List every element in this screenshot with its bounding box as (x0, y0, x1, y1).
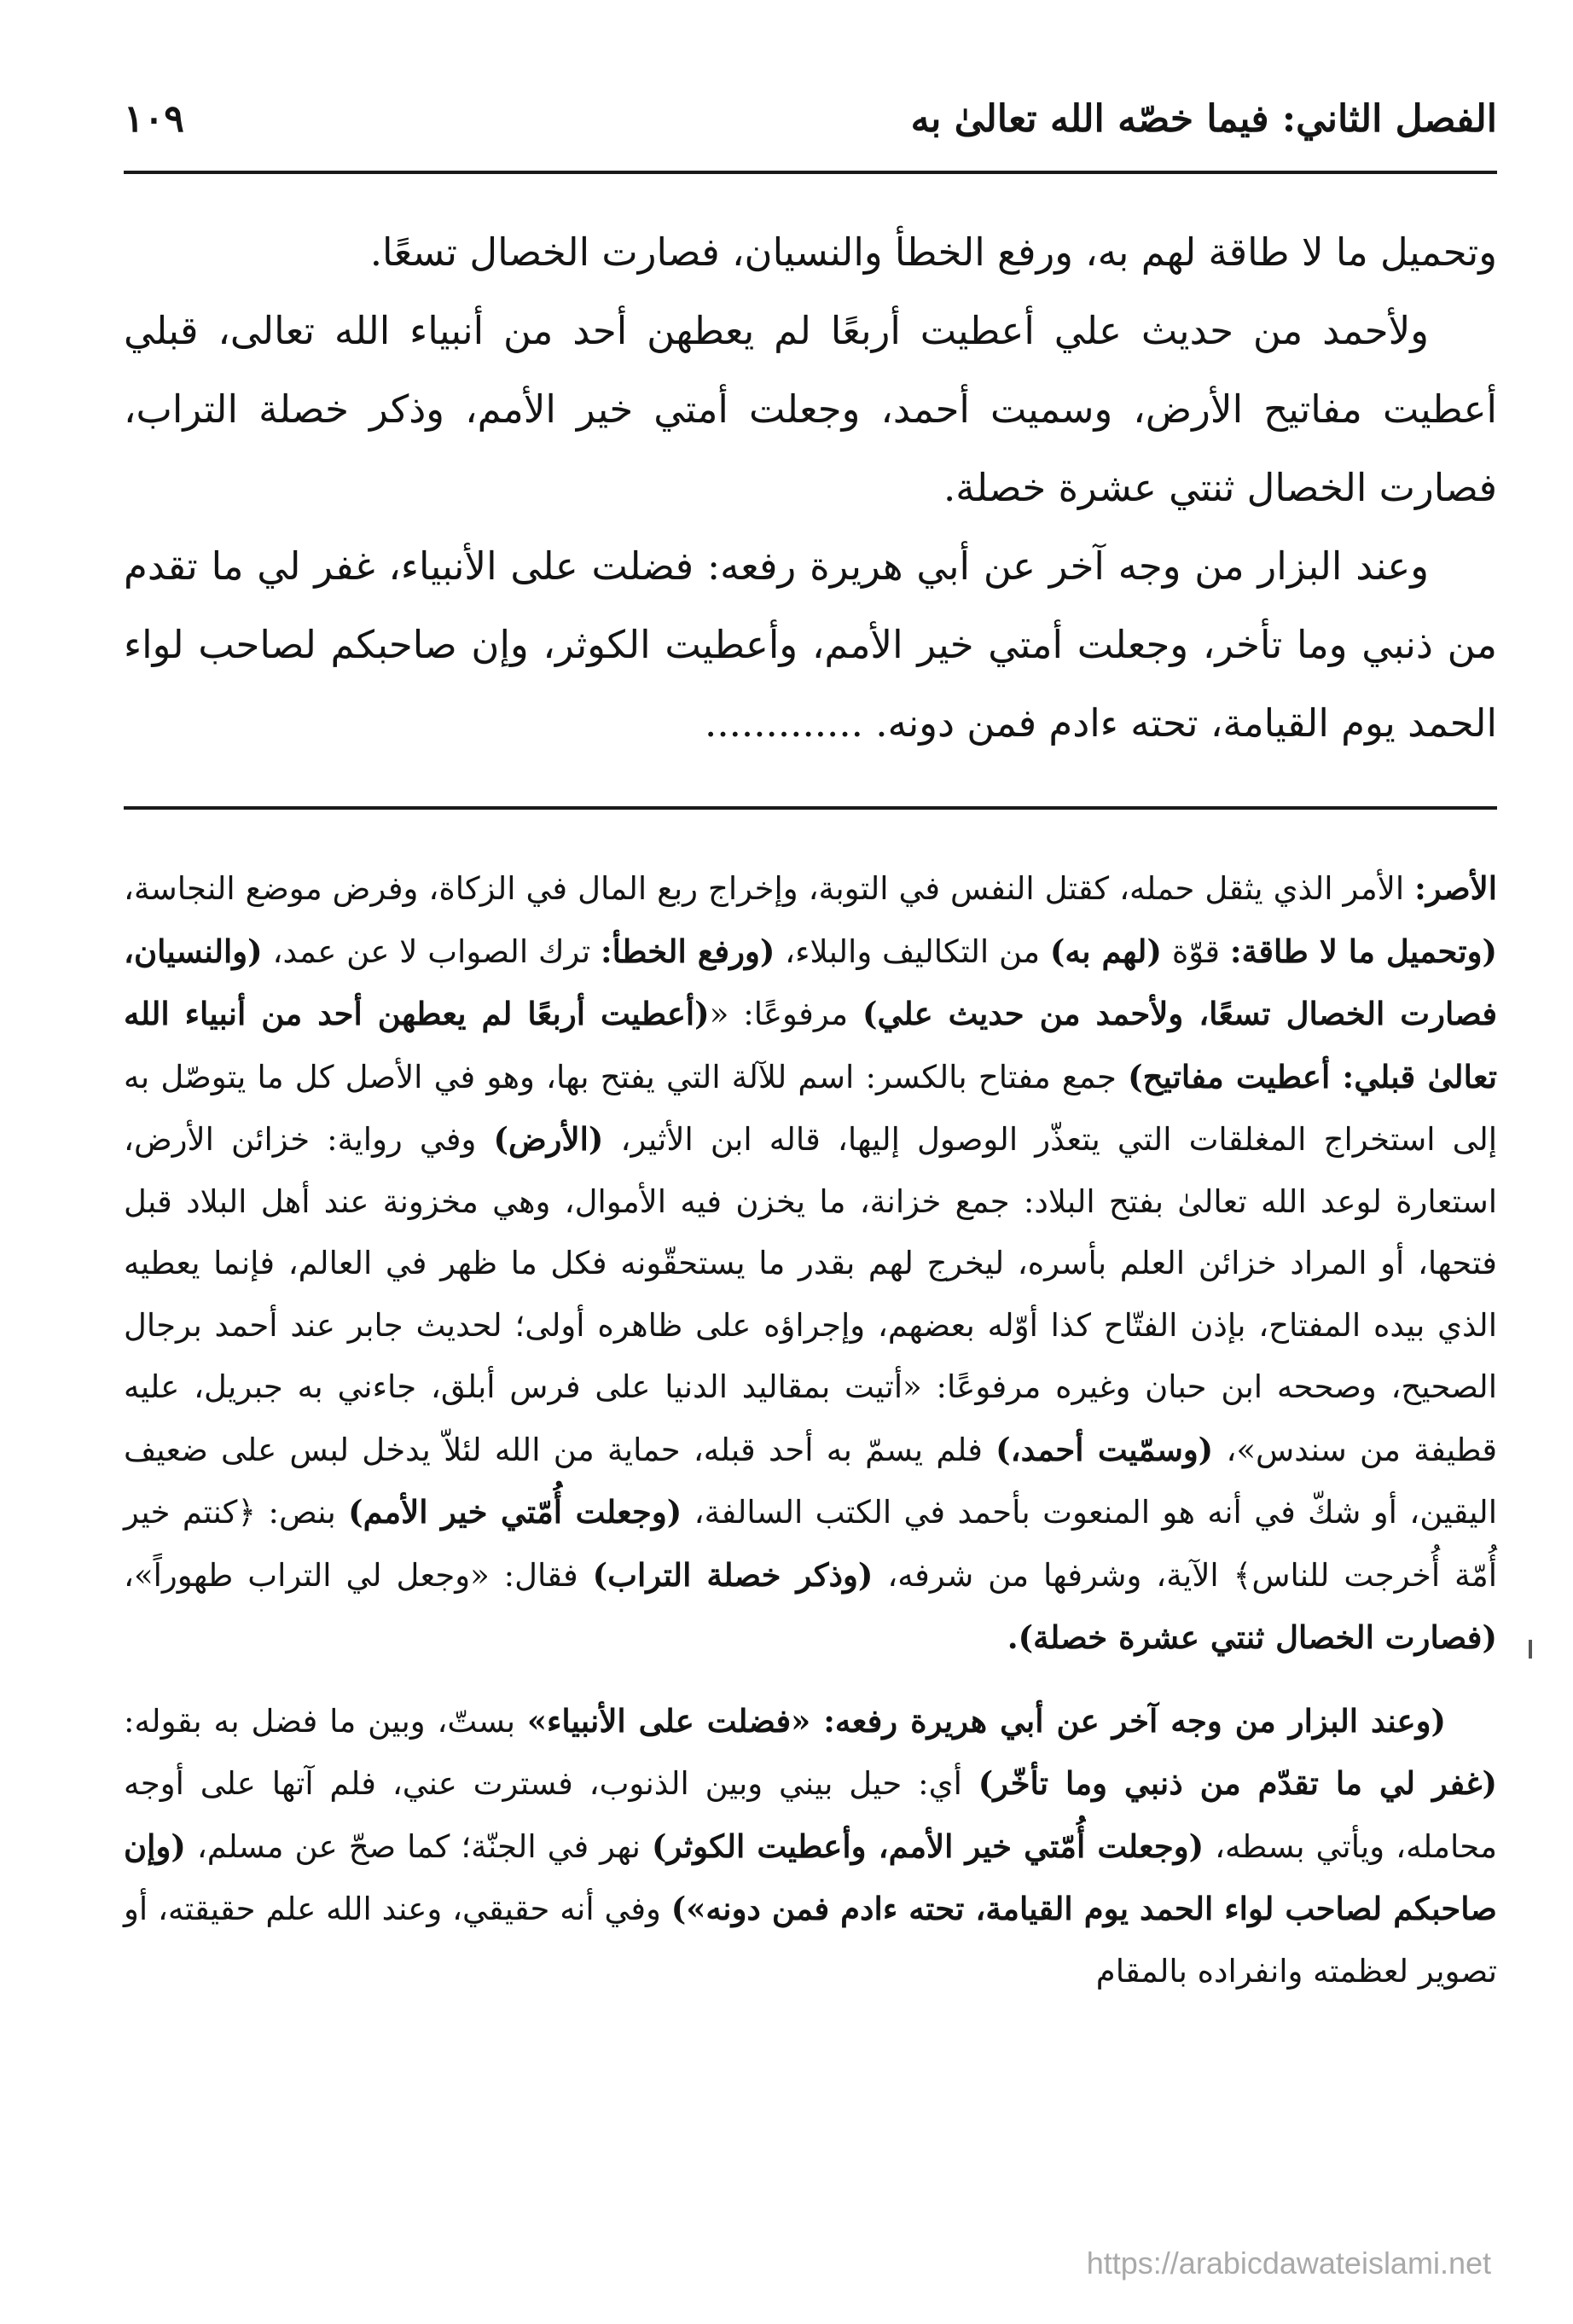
quoted-text: (والنسيان، فصارت الخصال تسعًا، ولأحمد من حديث علي) (124, 932, 1498, 1032)
main-text-block (124, 213, 1497, 763)
quoted-text: (وجعلت أُمّتي خير الأمم) (348, 1493, 682, 1531)
watermark-url: https://arabicdawateislami.net (1086, 2246, 1491, 2280)
explanation-text: الأمر الذي يثقل حمله، كقتل النفس في التوبة، وإخراج ربع المال في الزكاة، وفرض موضع النجاسة، (124, 870, 1415, 907)
commentary-block (124, 857, 1497, 2002)
scan-mark (1529, 1640, 1532, 1659)
running-header (124, 92, 1497, 152)
page-number: ١٠٩ (124, 97, 184, 141)
chapter-title: الفصل الثاني: فيما خصّه الله تعالىٰ به (910, 97, 1497, 141)
quoted-text: (الأرض) (493, 1120, 604, 1158)
explanation-text: جمع مفتاح بالكسر: اسم للآلة التي يفتح بها، وهو في الأصل كل ما يتوصّل به إلى استخراج المغلقات التي يتعذّر الوصول إليها، قاله ابن الأثير، (124, 1058, 1497, 1158)
explanation-text: من التكاليف والبلاء، (775, 933, 1050, 970)
quoted-text: (لهم به) (1049, 932, 1162, 970)
main-paragraph: وتحميل ما لا طاقة لهم به، ورفع الخطأ والنسيان، فصارت الخصال تسعًا. (369, 229, 1497, 275)
explanation-text: فقال: «وجعل لي التراب طهوراً»، (124, 1556, 593, 1594)
quoted-text: (أعطيت أربعًا لم يعطهن أحد من أنبياء الله تعالىٰ قبلي: أعطيت مفاتيح) (124, 995, 1498, 1095)
explanation-text: مرفوعًا: « (709, 996, 862, 1032)
explanation-text: فلم يسمّ به أحد قبله، حماية من الله لئلاّ يدخل لبس على ضعيف اليقين، أو شكّ في أنه هو المنعوت بأحمد في الكتب السالفة، (124, 1431, 1497, 1531)
explanation-text: وفي أنه حقيقي، وعند الله علم حقيقته، أو تصوير لعظمته وانفراده بالمقام (124, 1891, 1497, 1990)
quoted-text: (وذكر خصلة التراب) (592, 1555, 874, 1594)
explanation-text: قوّة (1161, 933, 1230, 970)
commentary-paragraph (124, 857, 1497, 1670)
main-paragraph: ولأحمد من حديث علي أعطيت أربعًا لم يعطهن أحد من أنبياء الله تعالى، قبلي أعطيت مفاتيح الأرض، وسميت أحمد، وجعلت أمتي خير الأمم، وذكر خصلة التراب، فصارت الخصال ثنتي عشرة خصلة. (124, 308, 1497, 510)
main-paragraph: وعند البزار من وجه آخر عن أبي هريرة رفعه: فضلت على الأنبياء، غفر لي ما تقدم من ذنبي وما تأخر، وجعلت أمتي خير الأمم، وأعطيت الكوثر، وإن صاحبكم لصاحب لواء الحمد يوم القيامة، تحته ءادم فمن دونه. ............. (124, 543, 1497, 746)
quoted-text: (وإن صاحبكم لصاحب لواء الحمد يوم القيامة، تحته ءادم فمن دونه») (124, 1827, 1497, 1927)
quoted-text: (فصارت الخصال ثنتي عشرة خصلة). (1007, 1618, 1497, 1656)
explanation-text: ترك الصواب لا عن عمد، (262, 933, 601, 970)
commentary-divider (124, 806, 1497, 810)
explanation-text: نهر في الجنّة؛ كما صحّ عن مسلم، (185, 1827, 652, 1865)
quoted-text: الأصر: (1414, 869, 1497, 907)
commentary-paragraph (124, 1690, 1497, 2003)
explanation-text: أي: حيل بيني وبين الذنوب، فسترت عني، فلم آتها على أوجه محامله، ويأتي بسطه، (124, 1765, 1497, 1865)
quoted-text: (وعند البزار من وجه آخر عن أبي هريرة رفعه: «فضلت على الأنبياء» (526, 1701, 1446, 1740)
quoted-text: (غفر لي ما تقدّم من ذنبي وما تأخّر) (978, 1764, 1497, 1802)
header-divider (124, 171, 1497, 174)
explanation-text: وفي رواية: خزائن الأرض، استعارة لوعد الله تعالىٰ بفتح البلاد: جمع خزانة، ما يخزن فيه الأموال، وهي مخزونة عند أهل البلاد قبل فتحها، أو المراد خزائن العلم بأسره، ليخرج لهم بقدر ما يستحقّونه فكل ما ظهر في العالم، فإنما يعطيه الذي بيده المفتاح، بإذن الفتّاح كذا أوّله بعضهم، وإجراؤه على ظاهره أولى؛ لحديث جابر عند أحمد برجال الصحيح، وصححه ابن حبان وغيره مرفوعًا: «أتيت بمقاليد الدنيا على فرس أبلق، جاءني به جبريل، عليه قطيفة من سندس»، (124, 1121, 1498, 1468)
explanation-text: بستّ، وبين ما فضل به بقوله: (124, 1702, 527, 1740)
quoted-text: (وتحميل ما لا طاقة: (1229, 932, 1497, 970)
quoted-text: (وجعلت أُمّتي خير الأمم، وأعطيت الكوثر) (651, 1827, 1204, 1865)
quoted-text: (وسمّيت أحمد،) (995, 1430, 1214, 1468)
quoted-text: (ورفع الخطأ: (601, 932, 775, 970)
explanation-text: بنص: ﴿كنتم خير أُمّة أُخرجت للناس﴾ الآية، وشرفها من شرفه، (124, 1494, 1498, 1594)
